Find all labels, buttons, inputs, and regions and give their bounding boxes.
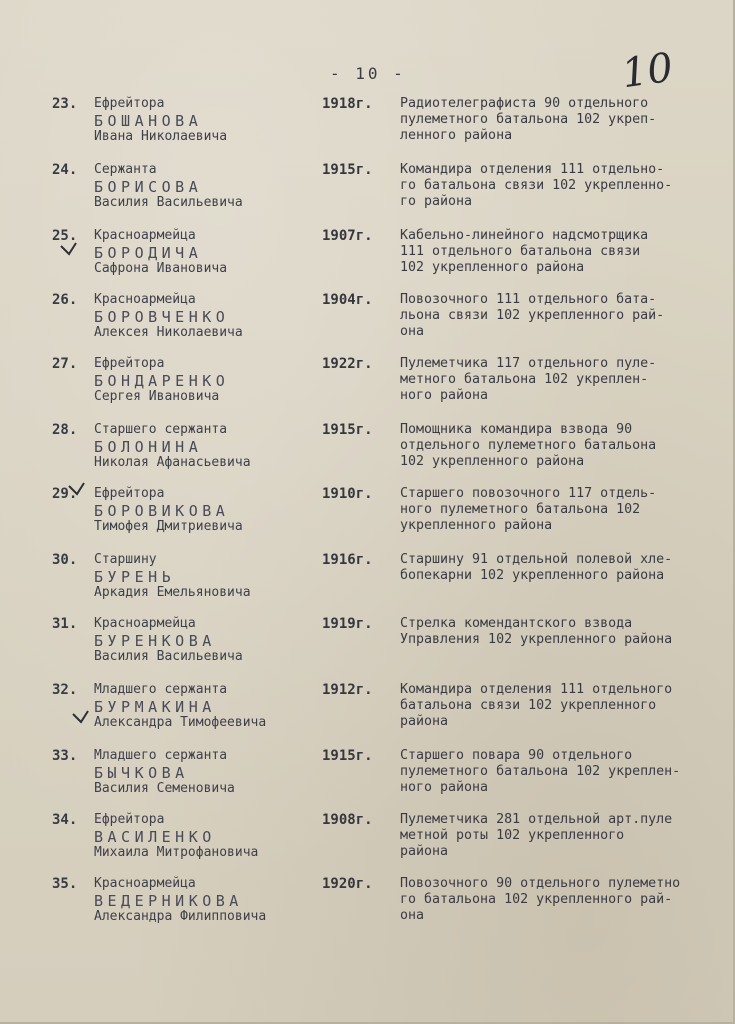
entry-position	[400, 876, 730, 924]
entry-surname: БОЛОНИНА	[94, 438, 203, 456]
entry-given-names: Сергея Ивановича	[94, 389, 220, 404]
entry-number: 31.	[52, 616, 78, 632]
position-line: Повозочного 90 отдельного пулеметно	[400, 876, 681, 891]
entry-rank: Младшего сержанта	[94, 682, 228, 697]
entry-birth-year: 1908г.	[322, 812, 373, 828]
entry-surname: БОРИСОВА	[94, 178, 203, 196]
entry-position	[400, 228, 730, 276]
entry-surname: БОШАНОВА	[94, 112, 203, 130]
entry-surname: БОРОДИЧА	[94, 244, 203, 262]
handwritten-folio-number: 10	[619, 44, 676, 98]
entry-rank: Красноармейца	[94, 616, 196, 631]
entry-position	[400, 292, 730, 340]
entry-number: 32.	[52, 682, 78, 698]
list-entry	[0, 552, 735, 614]
position-line: пулеметного батальона 102 укреп-	[400, 112, 657, 127]
list-entry	[0, 486, 735, 548]
entry-birth-year: 1919г.	[322, 616, 373, 632]
entry-given-names: Сафрона Ивановича	[94, 261, 228, 276]
list-entry	[0, 96, 735, 158]
position-line: Старшину 91 отдельной полевой хле-	[400, 552, 673, 567]
entry-number: 29.	[52, 486, 78, 502]
handwritten-tick-mark	[66, 480, 88, 502]
position-line: метного батальона 102 укреплен-	[400, 372, 649, 387]
position-line: 111 отдельного батальона связи	[400, 244, 641, 259]
position-line: Старшего повозочного 117 отдель-	[400, 486, 657, 501]
position-line: района	[400, 844, 449, 859]
position-line: го батальона связи 102 укрепленно-	[400, 178, 673, 193]
entry-number: 35.	[52, 876, 78, 892]
entry-surname: ВЕДЕРНИКОВА	[94, 892, 243, 910]
entry-number: 34.	[52, 812, 78, 828]
position-line: укрепленного района	[400, 518, 553, 533]
entry-given-names: Алексея Николаевича	[94, 325, 243, 340]
entry-birth-year: 1916г.	[322, 552, 373, 568]
position-line: метной роты 102 укрепленного	[400, 828, 625, 843]
position-line: Пулеметчика 117 отдельного пуле-	[400, 356, 657, 371]
entry-birth-year: 1904г.	[322, 292, 373, 308]
list-entry	[0, 292, 735, 354]
list-entry	[0, 682, 735, 744]
position-line: ного района	[400, 388, 489, 403]
entry-given-names: Василия Васильевича	[94, 195, 243, 210]
position-line: она	[400, 324, 425, 339]
entry-rank: Красноармейца	[94, 292, 196, 307]
handwritten-tick-mark	[58, 240, 80, 262]
entry-position	[400, 552, 730, 584]
list-entry	[0, 228, 735, 290]
position-line: бопекарни 102 укрепленного района	[400, 568, 665, 583]
entry-rank: Красноармейца	[94, 876, 196, 891]
entry-surname: БУРМАКИНА	[94, 698, 216, 716]
position-line: Помощника командира взвода 90	[400, 422, 633, 437]
entry-given-names: Николая Афанасьевича	[94, 455, 251, 470]
entry-rank: Ефрейтора	[94, 486, 165, 501]
entry-rank: Ефрейтора	[94, 356, 165, 371]
entry-number: 33.	[52, 748, 78, 764]
list-entry	[0, 876, 735, 938]
entry-given-names: Василия Васильевича	[94, 649, 243, 664]
entry-position	[400, 616, 730, 648]
entry-given-names: Александра Филипповича	[94, 909, 267, 924]
entry-surname: БОНДАРЕНКО	[94, 372, 230, 390]
position-line: Стрелка комендантского взвода	[400, 616, 633, 631]
position-line: отдельного пулеметного батальона	[400, 438, 657, 453]
entry-given-names: Тимофея Дмитриевича	[94, 519, 243, 534]
entry-given-names: Ивана Николаевича	[94, 129, 228, 144]
position-line: района	[400, 714, 449, 729]
position-line: батальона связи 102 укрепленного	[400, 698, 657, 713]
list-entry	[0, 422, 735, 484]
position-line: она	[400, 908, 425, 923]
position-line: Радиотелеграфиста 90 отдельного	[400, 96, 649, 111]
entry-rank: Сержанта	[94, 162, 157, 177]
entry-birth-year: 1918г.	[322, 96, 373, 112]
entry-surname: БОРОВИКОВА	[94, 502, 230, 520]
position-line: Пулеметчика 281 отдельной арт.пуле	[400, 812, 673, 827]
position-line: Старшего повара 90 отдельного	[400, 748, 633, 763]
position-line: го батальона 102 укрепленного рай-	[400, 892, 673, 907]
entry-given-names: Михаила Митрофановича	[94, 845, 259, 860]
entry-rank: Ефрейтора	[94, 96, 165, 111]
entry-given-names: Аркадия Емельяновича	[94, 585, 251, 600]
list-entry	[0, 616, 735, 678]
entry-given-names: Василия Семеновича	[94, 781, 235, 796]
page-number: - 10 -	[330, 64, 406, 83]
entry-number: 28.	[52, 422, 78, 438]
entry-position	[400, 682, 730, 730]
entry-position	[400, 96, 730, 144]
position-line: пулеметного батальона 102 укреплен-	[400, 764, 681, 779]
entry-rank: Старшину	[94, 552, 157, 567]
entry-rank: Младшего сержанта	[94, 748, 228, 763]
position-line: ного района	[400, 780, 489, 795]
list-entry	[0, 162, 735, 224]
entry-birth-year: 1910г.	[322, 486, 373, 502]
entry-position	[400, 422, 730, 470]
position-line: Командира отделения 111 отдельного	[400, 682, 673, 697]
handwritten-tick-mark	[70, 708, 92, 730]
entry-number: 23.	[52, 96, 78, 112]
entry-number: 26.	[52, 292, 78, 308]
entry-position	[400, 486, 730, 534]
entry-birth-year: 1915г.	[322, 422, 373, 438]
position-line: Управления 102 укрепленного района	[400, 632, 673, 647]
entry-birth-year: 1920г.	[322, 876, 373, 892]
entry-position	[400, 748, 730, 796]
entry-position	[400, 356, 730, 404]
entry-number: 25.	[52, 228, 78, 244]
entry-surname: БОРОВЧЕНКО	[94, 308, 230, 326]
entry-surname: ВАСИЛЕНКО	[94, 828, 216, 846]
entry-surname: БУРЕНКОВА	[94, 632, 216, 650]
position-line: Повозочного 111 отдельного бата-	[400, 292, 657, 307]
position-line: го района	[400, 194, 473, 209]
entry-rank: Ефрейтора	[94, 812, 165, 827]
entry-birth-year: 1915г.	[322, 748, 373, 764]
position-line: 102 укрепленного района	[400, 260, 585, 275]
entry-rank: Красноармейца	[94, 228, 196, 243]
entry-number: 24.	[52, 162, 78, 178]
position-line: 102 укрепленного района	[400, 454, 585, 469]
list-entry	[0, 748, 735, 810]
position-line: ленного района	[400, 128, 513, 143]
entry-number: 30.	[52, 552, 78, 568]
position-line: ного пулеметного батальона 102	[400, 502, 641, 517]
entry-birth-year: 1922г.	[322, 356, 373, 372]
entry-number: 27.	[52, 356, 78, 372]
entry-position	[400, 812, 730, 860]
position-line: Кабельно-линейного надсмотрщика	[400, 228, 649, 243]
entry-surname: БЫЧКОВА	[94, 764, 189, 782]
entry-rank: Старшего сержанта	[94, 422, 228, 437]
entry-position	[400, 162, 730, 210]
position-line: Командира отделения 111 отдельно-	[400, 162, 665, 177]
entry-birth-year: 1915г.	[322, 162, 373, 178]
entry-given-names: Александра Тимофеевича	[94, 715, 267, 730]
entry-surname: БУРЕНЬ	[94, 568, 176, 586]
list-entry	[0, 812, 735, 874]
entry-birth-year: 1912г.	[322, 682, 373, 698]
position-line: льона связи 102 укрепленного рай-	[400, 308, 665, 323]
entry-birth-year: 1907г.	[322, 228, 373, 244]
list-entry	[0, 356, 735, 418]
